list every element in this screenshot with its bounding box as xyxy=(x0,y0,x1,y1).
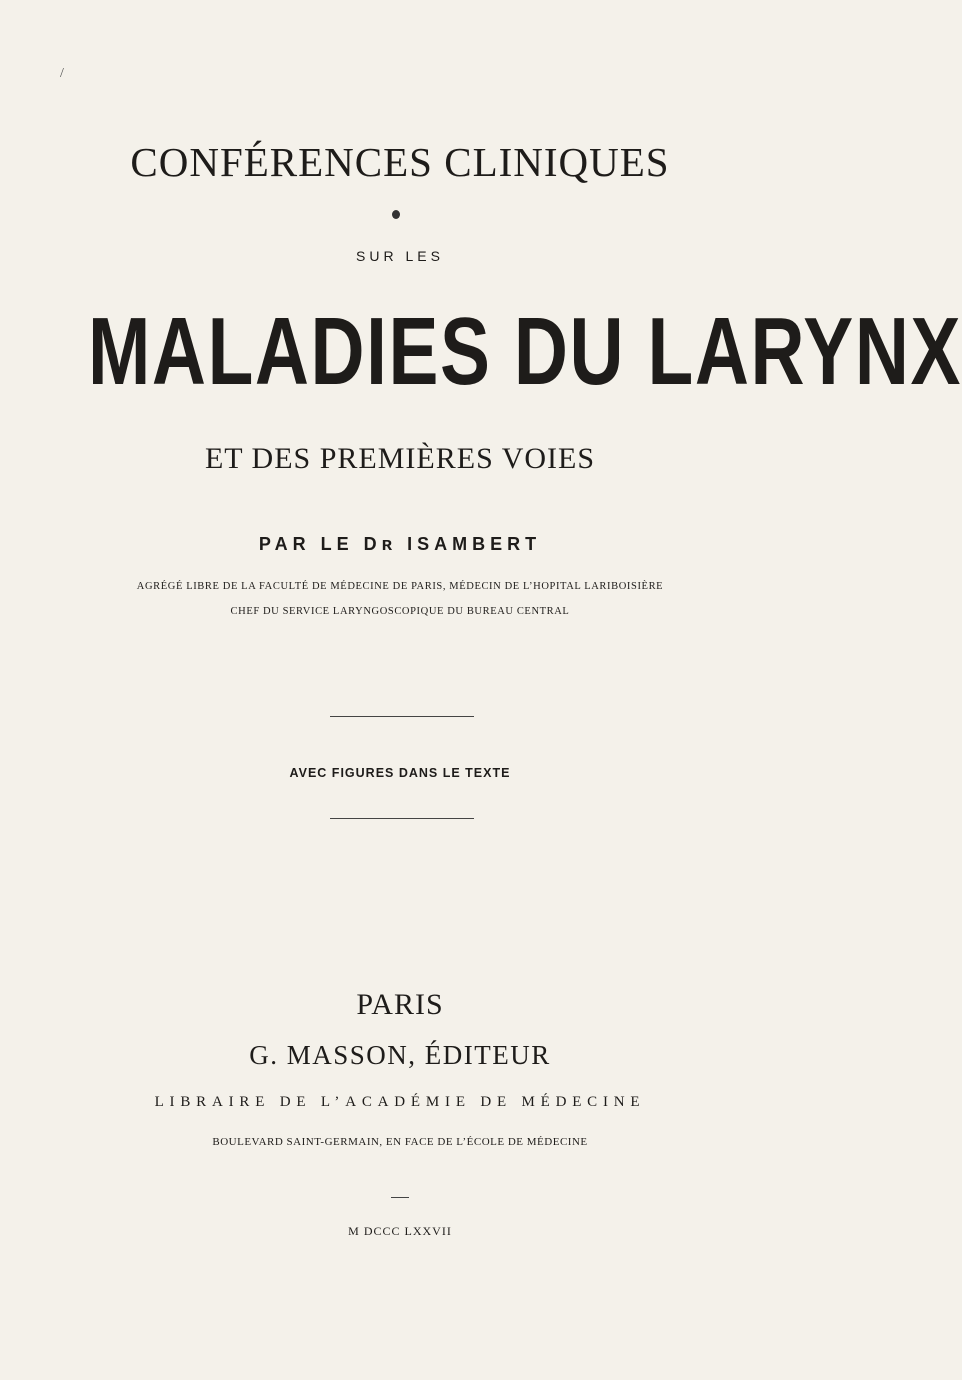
imprint-city: PARIS xyxy=(356,988,444,1021)
author-credentials-line2: CHEF DU SERVICE LARYNGOSCOPIQUE DU BUREAU CENTRAL xyxy=(230,606,570,617)
main-title: MALADIES DU LARYNX xyxy=(88,298,962,405)
figures-note: AVEC FIGURES DANS LE TEXTE xyxy=(289,766,511,780)
divider-short xyxy=(391,1197,409,1198)
author: PAR LE Dʀ ISAMBERT xyxy=(258,534,542,554)
subtitle: ET DES PREMIÈRES VOIES xyxy=(204,442,596,475)
publisher-address: BOULEVARD SAINT-GERMAIN, EN FACE DE L’ÉCOLE DE MÉDECINE xyxy=(212,1136,588,1148)
stray-mark: / xyxy=(60,66,64,81)
publication-date: M DCCC LXXVII xyxy=(348,1224,452,1238)
preposition: SUR LES xyxy=(356,248,444,264)
author-credentials-line1: AGRÉGÉ LIBRE DE LA FACULTÉ DE MÉDECINE DE PARIS, MÉDECIN DE L’HOPITAL LARIBOISIÈRE xyxy=(136,581,664,592)
publisher-name: G. MASSON, ÉDITEUR xyxy=(249,1040,551,1070)
ornament-dot xyxy=(392,210,400,219)
publisher-role: LIBRAIRE DE L’ACADÉMIE DE MÉDECINE xyxy=(154,1094,646,1110)
divider-bottom xyxy=(330,818,474,819)
series-title: CONFÉRENCES CLINIQUES xyxy=(130,139,670,185)
divider-top xyxy=(330,716,474,717)
